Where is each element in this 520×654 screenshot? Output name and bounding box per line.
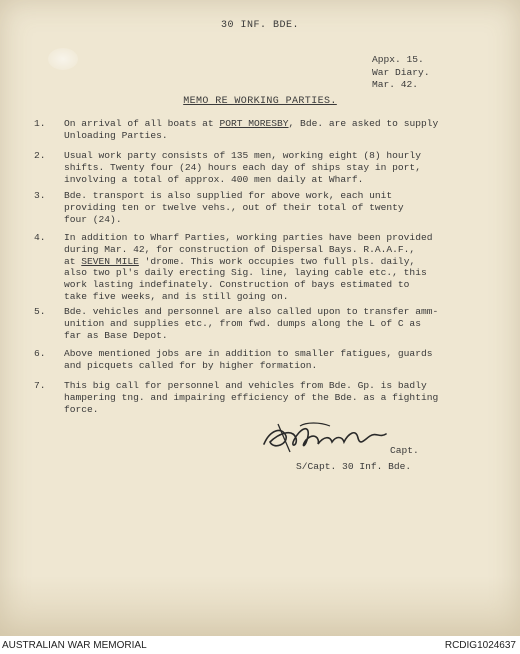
- paragraph-line: and picquets called for by higher formation.: [64, 359, 318, 371]
- paragraph-line: hampering tng. and impairing efficiency of the Bde. as a fighting: [64, 391, 439, 403]
- paragraph-line: Bde. transport is also supplied for above work, each unit: [64, 190, 393, 201]
- underlined-place-name: SEVEN MILE: [81, 255, 139, 267]
- paragraph-body: [64, 150, 421, 185]
- handwritten-signature: [260, 418, 400, 458]
- paragraph-line: during Mar. 42, for construction of Dispersal Bays. R.A.A.F.,: [64, 243, 416, 255]
- paragraph-line: also two pl's daily erecting Sig. line, laying cable etc., this: [64, 267, 427, 279]
- paragraph-body: [64, 232, 432, 303]
- paragraph-line: Usual work party consists of 135 men, working eight (8) hourly: [64, 150, 421, 161]
- signature-position: S/Capt. 30 Inf. Bde.: [296, 461, 412, 472]
- paragraph-number: 6.: [34, 348, 46, 359]
- paragraph-line: four (24).: [64, 213, 122, 225]
- paragraph-line: providing ten or twelve vehs., out of their total of twenty: [64, 201, 404, 213]
- unit-header: 30 INF. BDE.: [220, 20, 299, 31]
- paragraph-body: [64, 306, 438, 341]
- paragraph-line: This big call for personnel and vehicles from Bde. Gp. is badly: [64, 380, 427, 391]
- paragraph-line: take five weeks, and is still going on.: [64, 290, 289, 302]
- paragraph-number: 1.: [34, 118, 46, 129]
- footer-bar: [0, 638, 520, 654]
- paragraph-line: Above mentioned jobs are in addition to smaller fatigues, guards: [64, 348, 433, 359]
- paragraph-line: involving a total of approx. 400 men daily at Wharf.: [64, 173, 364, 185]
- paragraph-number: 5.: [34, 306, 46, 317]
- paragraph-number: 7.: [34, 380, 46, 391]
- paragraph-number: 4.: [34, 232, 46, 243]
- paragraph-body: [64, 118, 438, 142]
- paragraph-line: On arrival of all boats at PORT MORESBY, Bde. are asked to supply: [64, 118, 439, 129]
- paragraph-body: [64, 190, 404, 225]
- paragraph-line: force.: [64, 403, 99, 415]
- appendix-line: War Diary.: [372, 66, 430, 78]
- paragraph-line: far as Base Depot.: [64, 329, 168, 341]
- signature-rank: Capt.: [390, 445, 419, 456]
- footer-record-id: RCDIG1024637: [444, 640, 516, 651]
- appendix-line: Mar. 42.: [372, 79, 419, 90]
- paragraph-line: In addition to Wharf Parties, working parties have been provided: [64, 232, 433, 243]
- paper-stain: [48, 48, 78, 70]
- memo-title: MEMO RE WORKING PARTIES.: [183, 96, 337, 107]
- underlined-place-name: PORT MORESBY: [219, 118, 289, 129]
- paragraph-number: 3.: [34, 190, 46, 201]
- footer-institution: AUSTRALIAN WAR MEMORIAL: [2, 640, 147, 651]
- paragraph-line: work lasting indefinately. Construction of bays estimated to: [64, 279, 410, 291]
- paragraph-body: [64, 380, 438, 415]
- paragraph-body: [64, 348, 432, 372]
- paragraph-line: Unloading Parties.: [64, 129, 168, 141]
- appendix-block: [372, 54, 430, 92]
- paragraph-line: unition and supplies etc., from fwd. dumps along the L of C as: [64, 317, 421, 329]
- paragraph-number: 2.: [34, 150, 46, 161]
- paragraph-line: shifts. Twenty four (24) hours each day of ships stay in port,: [64, 161, 421, 173]
- appendix-line: Appx. 15.: [372, 54, 424, 65]
- paragraph-line: Bde. vehicles and personnel are also called upon to transfer amm-: [64, 306, 439, 317]
- paragraph-line: at SEVEN MILE 'drome. This work occupies two full pls. daily,: [64, 255, 416, 267]
